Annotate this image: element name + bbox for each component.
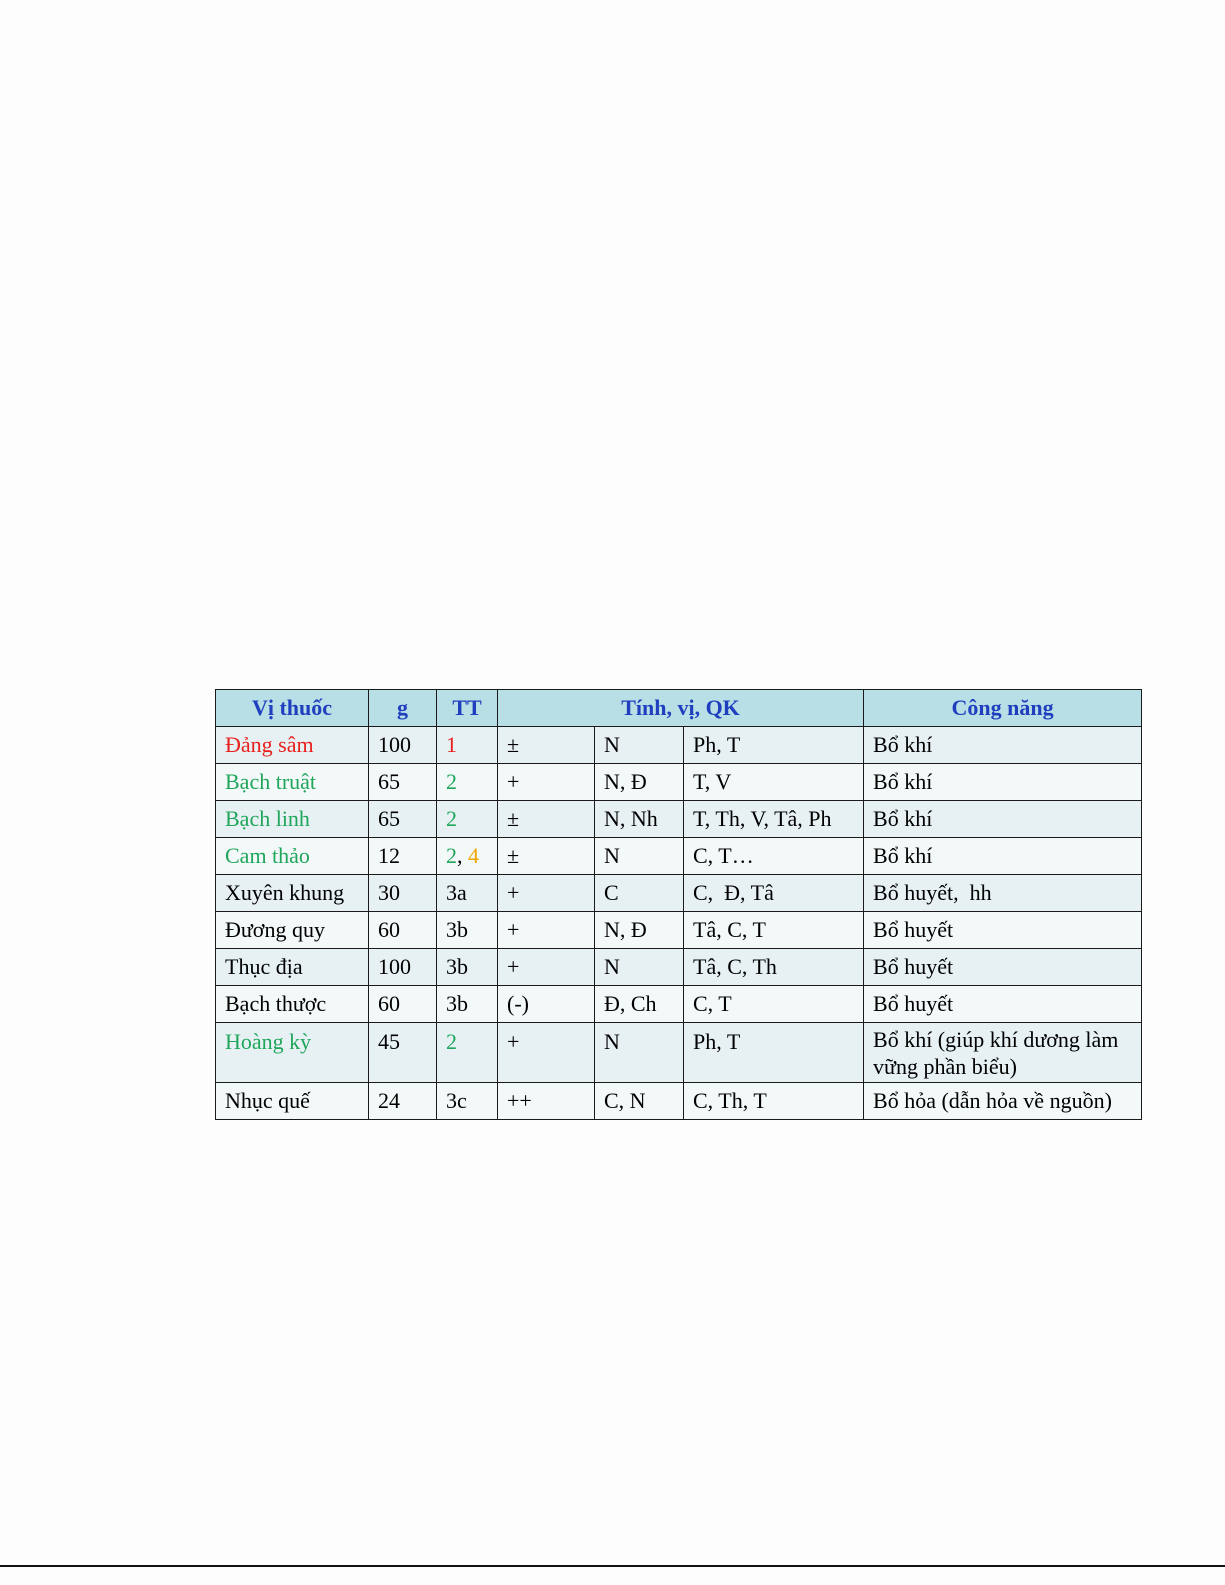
flavor: N (595, 1023, 684, 1083)
meridian: C, Đ, Tâ (684, 875, 864, 912)
herb-name: Hoàng kỳ (216, 1023, 369, 1083)
flavor: C, N (595, 1083, 684, 1120)
order: 2 (437, 764, 498, 801)
function: Bổ hỏa (dẫn hỏa về nguồn) (864, 1083, 1142, 1120)
table-row (216, 727, 1142, 764)
table-row (216, 949, 1142, 986)
nature: (-) (498, 986, 595, 1023)
dose: 24 (369, 1083, 437, 1120)
herb-name: Xuyên khung (216, 875, 369, 912)
dose: 65 (369, 801, 437, 838)
header-function: Công năng (864, 690, 1142, 727)
function: Bổ khí (864, 801, 1142, 838)
order: 2 (437, 1023, 498, 1083)
meridian: Ph, T (684, 727, 864, 764)
function: Bổ huyết (864, 986, 1142, 1023)
herb-name: Cam thảo (216, 838, 369, 875)
function: Bổ khí (864, 838, 1142, 875)
meridian: C, Th, T (684, 1083, 864, 1120)
order: 3c (437, 1083, 498, 1120)
function: Bổ khí (864, 764, 1142, 801)
header-order: TT (437, 690, 498, 727)
flavor: Đ, Ch (595, 986, 684, 1023)
order: 1 (437, 727, 498, 764)
herb-table (215, 689, 1142, 1120)
dose: 100 (369, 949, 437, 986)
page-bottom-rule (0, 1565, 1225, 1567)
table-row (216, 764, 1142, 801)
herb-name: Đương quy (216, 912, 369, 949)
dose: 12 (369, 838, 437, 875)
herb-name: Thục địa (216, 949, 369, 986)
table-row (216, 838, 1142, 875)
nature: ± (498, 838, 595, 875)
order: 3b (437, 949, 498, 986)
herb-name: Nhục quế (216, 1083, 369, 1120)
table-row (216, 875, 1142, 912)
function: Bổ huyết (864, 949, 1142, 986)
order (437, 838, 498, 875)
table-row (216, 1023, 1142, 1083)
nature: + (498, 1023, 595, 1083)
order-separator: , (457, 843, 468, 868)
function: Bổ khí (864, 727, 1142, 764)
header-herb: Vị thuốc (216, 690, 369, 727)
flavor: N, Nh (595, 801, 684, 838)
nature: ± (498, 727, 595, 764)
meridian: Tâ, C, Th (684, 949, 864, 986)
dose: 45 (369, 1023, 437, 1083)
function: Bổ huyết (864, 912, 1142, 949)
nature: ± (498, 801, 595, 838)
nature: + (498, 949, 595, 986)
dose: 65 (369, 764, 437, 801)
header-row (216, 690, 1142, 727)
dose: 60 (369, 912, 437, 949)
nature: + (498, 875, 595, 912)
meridian: C, T (684, 986, 864, 1023)
table-row (216, 1083, 1142, 1120)
herb-name: Bạch thược (216, 986, 369, 1023)
order-primary: 2 (446, 843, 457, 868)
herb-name: Đảng sâm (216, 727, 369, 764)
order: 3a (437, 875, 498, 912)
dose: 30 (369, 875, 437, 912)
order-secondary: 4 (468, 843, 479, 868)
nature: + (498, 912, 595, 949)
nature: ++ (498, 1083, 595, 1120)
flavor: N (595, 727, 684, 764)
herb-name: Bạch linh (216, 801, 369, 838)
meridian: Ph, T (684, 1023, 864, 1083)
order: 3b (437, 912, 498, 949)
table-row (216, 986, 1142, 1023)
function: Bổ huyết, hh (864, 875, 1142, 912)
flavor: N, Đ (595, 764, 684, 801)
flavor: C (595, 875, 684, 912)
table-row (216, 801, 1142, 838)
nature: + (498, 764, 595, 801)
header-properties: Tính, vị, QK (498, 690, 864, 727)
meridian: Tâ, C, T (684, 912, 864, 949)
order: 3b (437, 986, 498, 1023)
meridian: T, V (684, 764, 864, 801)
function: Bổ khí (giúp khí dương làm vững phần biểu) (864, 1023, 1142, 1083)
header-dose: g (369, 690, 437, 727)
table-row (216, 912, 1142, 949)
meridian: T, Th, V, Tâ, Ph (684, 801, 864, 838)
order: 2 (437, 801, 498, 838)
flavor: N (595, 949, 684, 986)
herb-name: Bạch truật (216, 764, 369, 801)
flavor: N (595, 838, 684, 875)
dose: 100 (369, 727, 437, 764)
meridian: C, T… (684, 838, 864, 875)
flavor: N, Đ (595, 912, 684, 949)
dose: 60 (369, 986, 437, 1023)
